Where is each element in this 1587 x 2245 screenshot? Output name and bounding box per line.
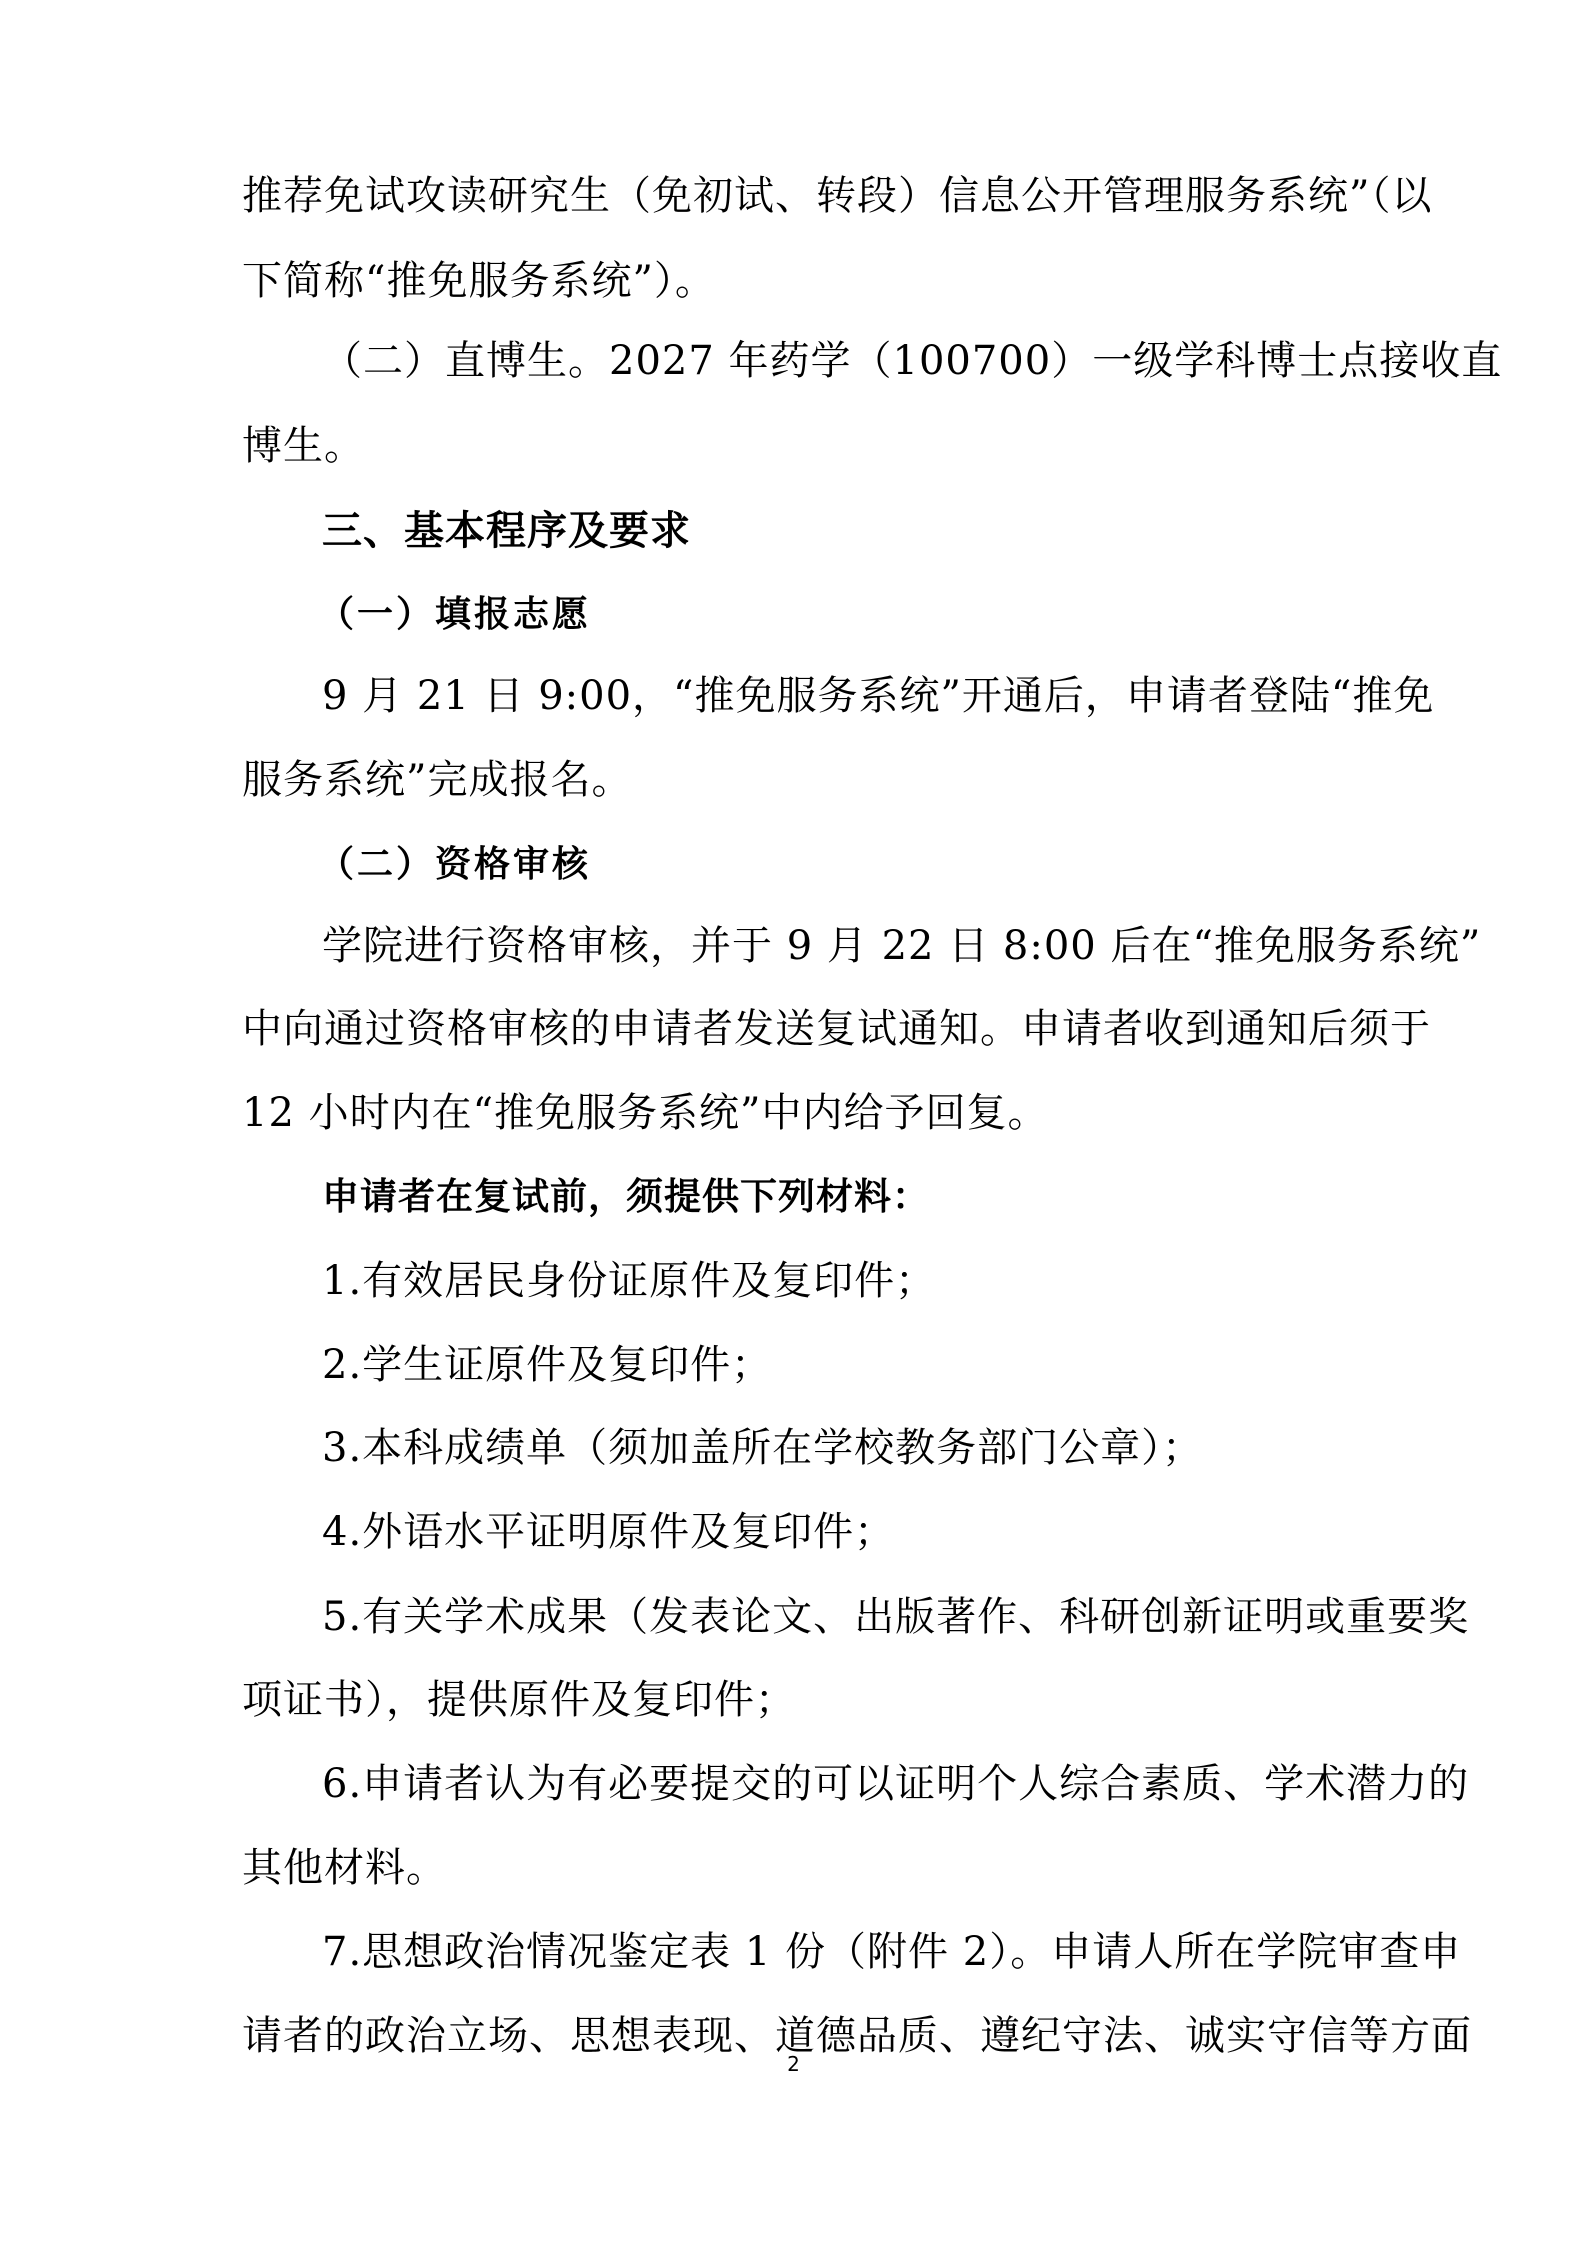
paragraph-line: 学院进行资格审核，并于 9 月 22 日 8:00 后在“推免服务系统”: [322, 923, 1482, 969]
list-item: 5.有关学术成果（发表论文、出版著作、科研创新证明或重要奖: [322, 1594, 1470, 1640]
list-item: 3.本科成绩单（须加盖所在学校教务部门公章）；: [322, 1425, 1204, 1471]
list-item: 7.思想政治情况鉴定表 1 份（附件 2）。申请人所在学院审查申: [322, 1929, 1462, 1975]
paragraph-line: 推荐免试攻读研究生（免初试、转段）信息公开管理服务系统”（以: [242, 173, 1433, 219]
list-item: 1.有效居民身份证原件及复印件；: [322, 1258, 937, 1304]
paragraph-line: （二）直博生。2027 年药学（100700）一级学科博士点接收直: [322, 338, 1503, 384]
list-item-continuation: 请者的政治立场、思想表现、道德品质、遵纪守法、诚实守信等方面: [242, 2013, 1472, 2059]
page-number: 2: [787, 2052, 800, 2076]
list-item: 6.申请者认为有必要提交的可以证明个人综合素质、学术潜力的: [322, 1761, 1470, 1807]
list-item: 4.外语水平证明原件及复印件；: [322, 1509, 896, 1555]
section-heading: 三、基本程序及要求: [322, 508, 691, 554]
paragraph-line: 下简称“推免服务系统”）。: [242, 258, 716, 304]
paragraph-line: 12 小时内在“推免服务系统”中内给予回复。: [242, 1090, 1049, 1136]
list-item-continuation: 项证书），提供原件及复印件；: [242, 1677, 796, 1723]
list-item-continuation: 其他材料。: [242, 1845, 447, 1891]
paragraph-line: 博生。: [242, 423, 365, 469]
paragraph-line: 9 月 21 日 9:00，“推免服务系统”开通后，申请者登陆“推免: [322, 673, 1435, 719]
paragraph-line: 中向通过资格审核的申请者发送复试通知。申请者收到通知后须于: [242, 1006, 1431, 1052]
bold-paragraph-line: 申请者在复试前，须提供下列材料：: [322, 1175, 930, 1218]
paragraph-line: 服务系统”完成报名。: [242, 757, 633, 803]
subsection-heading: （一）填报志愿: [318, 594, 592, 635]
subsection-heading: （二）资格审核: [318, 844, 592, 885]
list-item: 2.学生证原件及复印件；: [322, 1342, 773, 1388]
